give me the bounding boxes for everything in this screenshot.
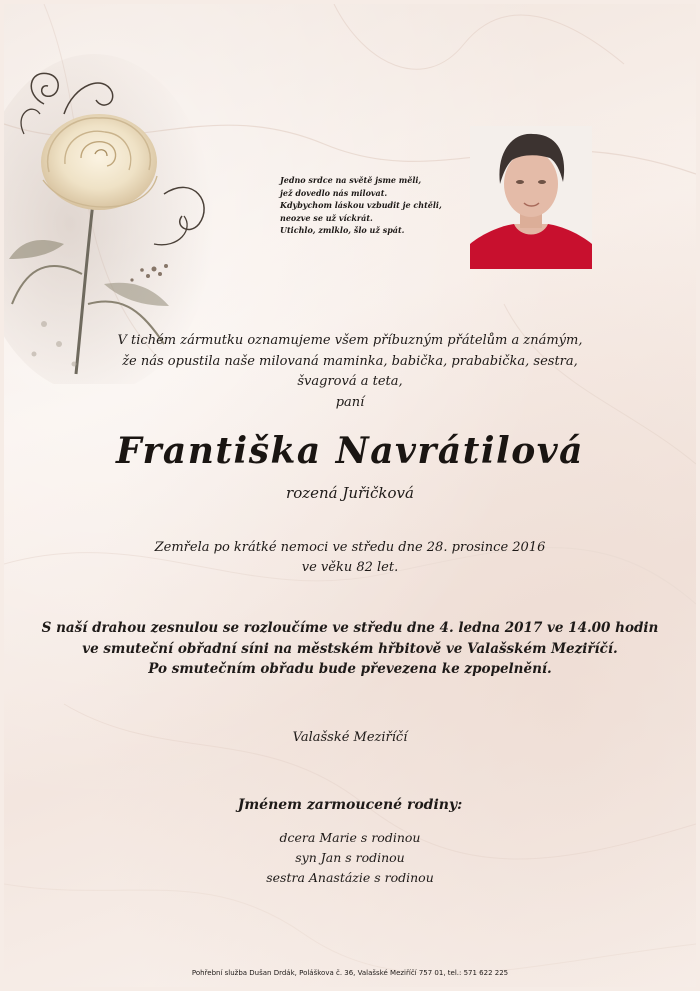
poem-line: neozve se už víckrát. bbox=[280, 212, 373, 223]
poem-line: jež dovedlo nás milovat. bbox=[280, 187, 388, 198]
family-member: syn Jan s rodinou bbox=[295, 850, 405, 865]
funeral-service-footer: Pohřební služba Dušan Drdák, Poláškova č. 36, Valašské Meziříčí 757 01, tel.: 571 622 225 bbox=[191, 969, 509, 977]
intro-line: V tichém zármutku oznamujeme všem příbuzným přátelům a známým, bbox=[117, 333, 583, 348]
ceremony-notice bbox=[4, 618, 696, 680]
poem-line: Jedno srdce na světě jsme měli, bbox=[280, 175, 422, 185]
deceased-name: Františka Navrátilová bbox=[116, 430, 584, 472]
death-line: Zemřela po krátké nemoci ve středu dne 28. prosince 2016 bbox=[154, 540, 546, 555]
intro-line: švagrová a teta, bbox=[297, 374, 403, 389]
memorial-poem bbox=[280, 174, 480, 237]
death-notice bbox=[4, 538, 696, 578]
announcement-intro bbox=[4, 331, 696, 413]
ceremony-line: ve smuteční obřadní síni na městském hřbitově ve Valašském Meziříčí. bbox=[82, 640, 618, 657]
family-member: dcera Marie s rodinou bbox=[279, 830, 421, 845]
ceremony-line: Po smutečním obřadu bude převezena ke zpopelnění. bbox=[148, 661, 552, 677]
poem-line: Utichlo, zmlklo, šlo už spát. bbox=[280, 225, 405, 235]
family-heading: Jménem zarmoucené rodiny: bbox=[237, 797, 463, 813]
intro-line: paní bbox=[335, 394, 365, 410]
family-list bbox=[4, 828, 696, 888]
ceremony-line: S naší drahou zesnulou se rozloučíme ve středu dne 4. ledna 2017 ve 14.00 hodin bbox=[41, 620, 659, 636]
poem-line: Kdybychom láskou vzbudit je chtěli, bbox=[280, 200, 442, 210]
maiden-name: rozená Juřičková bbox=[286, 484, 414, 502]
portrait-photo bbox=[470, 126, 592, 269]
family-member: sestra Anastázie s rodinou bbox=[266, 870, 434, 885]
obituary-page bbox=[4, 4, 696, 987]
place-name: Valašské Meziříčí bbox=[292, 730, 408, 745]
death-line: ve věku 82 let. bbox=[301, 560, 399, 575]
intro-line: že nás opustila naše milovaná maminka, babička, prababička, sestra, bbox=[122, 353, 578, 369]
